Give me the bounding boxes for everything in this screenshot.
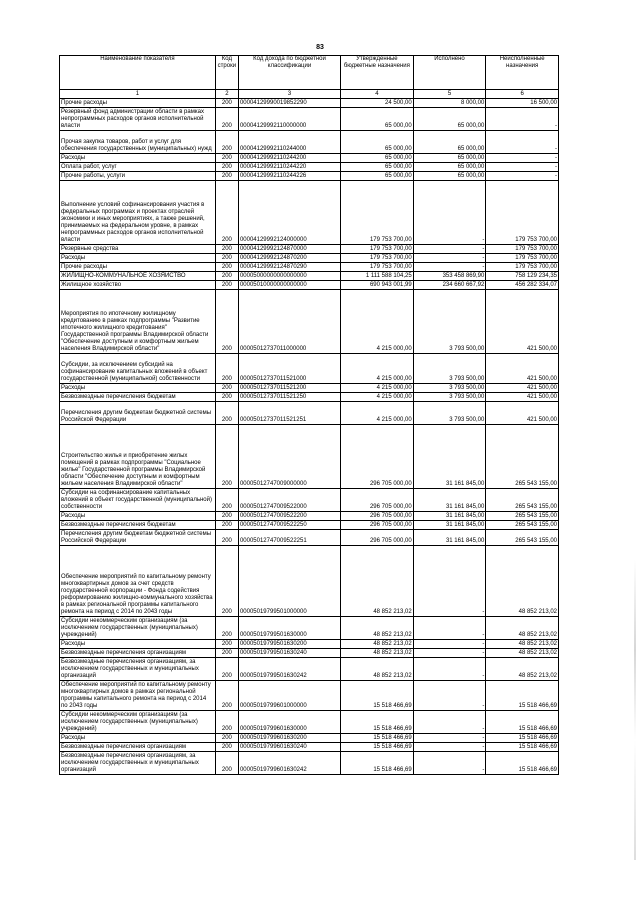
row-approved: 296 705 000,00 bbox=[341, 489, 414, 512]
row-name: Перечисления другим бюджетам бюджетной системы Российской Федерации bbox=[60, 530, 216, 546]
row-unexecuted: - bbox=[486, 172, 559, 181]
scan-margin-mark bbox=[634, 560, 636, 860]
row-unexecuted: 15 518 466,69 bbox=[486, 711, 559, 734]
row-executed: 3 793 500,00 bbox=[413, 402, 486, 425]
row-code: 200 bbox=[215, 649, 238, 658]
row-executed: 31 161 845,00 bbox=[413, 530, 486, 546]
row-executed: - bbox=[413, 658, 486, 681]
row-name: Расходы bbox=[60, 154, 216, 163]
row-income-code: 00005019799501630200 bbox=[238, 640, 340, 649]
row-name: Прочие работы, услуги bbox=[60, 172, 216, 181]
row-code: 200 bbox=[215, 658, 238, 681]
row-income-code: 00004129992124870000 bbox=[238, 245, 340, 254]
row-name: Безвозмездные перечисления организациям bbox=[60, 649, 216, 658]
row-unexecuted: 421 500,00 bbox=[486, 393, 559, 402]
row-executed: - bbox=[413, 640, 486, 649]
header-executed: Исполнено bbox=[413, 56, 486, 90]
column-number-row bbox=[60, 90, 559, 99]
table-row bbox=[60, 393, 559, 402]
table-row bbox=[60, 530, 559, 546]
row-name: Перечисления другим бюджетам бюджетной системы Российской Федерации bbox=[60, 402, 216, 425]
row-unexecuted: 15 518 466,69 bbox=[486, 681, 559, 711]
row-code: 200 bbox=[215, 425, 238, 489]
row-name: Выполнение условий софинансирования участия в федеральных программах и проектах отраслей экономики и иных мероприятиях, а также решений, принимаемых на федеральном уровне, в рамках непрограммных расходов органов исполнительной власти bbox=[60, 181, 216, 245]
row-unexecuted: 48 852 213,02 bbox=[486, 546, 559, 617]
header-income-code: Код дохода по бюджетной классификации bbox=[238, 56, 340, 90]
row-executed: - bbox=[413, 711, 486, 734]
header-row-code: Код строки bbox=[215, 56, 238, 90]
table-row bbox=[60, 384, 559, 393]
table-row bbox=[60, 108, 559, 131]
row-unexecuted: 48 852 213,02 bbox=[486, 640, 559, 649]
row-executed: 3 793 500,00 bbox=[413, 354, 486, 384]
row-approved: 296 705 000,00 bbox=[341, 425, 414, 489]
row-executed: - bbox=[413, 617, 486, 640]
row-code: 200 bbox=[215, 681, 238, 711]
row-approved: 296 705 000,00 bbox=[341, 512, 414, 521]
row-name: Обеспечение мероприятий по капитальному ремонту многоквартирных домов за счет средств государственной корпорации - Фонда содействия реформированию жилищно-коммунального хозяйства в рамках региональной программы капитального ремонта на период с 2014 по 2043 годы bbox=[60, 546, 216, 617]
row-name: Мероприятия по ипотечному жилищному кредитованию в рамках подпрограммы "Развитие ипотечного жилищного кредитования" Государственной программы Владимирской области "Обеспечение доступным и комфортным жильем населения Владимирской области" bbox=[60, 290, 216, 354]
row-approved: 179 753 700,00 bbox=[341, 263, 414, 272]
row-code: 200 bbox=[215, 384, 238, 393]
row-executed: - bbox=[413, 752, 486, 775]
row-executed: 65 000,00 bbox=[413, 154, 486, 163]
row-income-code: 00005019799601000000 bbox=[238, 681, 340, 711]
header-row bbox=[60, 56, 559, 90]
row-income-code: 00005019799601630000 bbox=[238, 711, 340, 734]
table-row bbox=[60, 131, 559, 154]
row-income-code: 00004129992110244000 bbox=[238, 131, 340, 154]
row-code: 200 bbox=[215, 272, 238, 281]
table-row bbox=[60, 263, 559, 272]
row-executed: 65 000,00 bbox=[413, 131, 486, 154]
table-row bbox=[60, 290, 559, 354]
row-name: Оплата работ, услуг bbox=[60, 163, 216, 172]
row-approved: 179 753 700,00 bbox=[341, 254, 414, 263]
row-unexecuted: - bbox=[486, 163, 559, 172]
row-name: Прочая закупка товаров, работ и услуг для обеспечения государственных (муниципальных) нужд bbox=[60, 131, 216, 154]
row-approved: 48 852 213,02 bbox=[341, 546, 414, 617]
row-code: 200 bbox=[215, 263, 238, 272]
row-unexecuted: 48 852 213,02 bbox=[486, 617, 559, 640]
row-code: 200 bbox=[215, 530, 238, 546]
table-row bbox=[60, 272, 559, 281]
row-name: Обеспечение мероприятий по капитальному ремонту многоквартирных домов в рамках региональной программы капитального ремонта на период с 2014 по 2043 годы bbox=[60, 681, 216, 711]
row-unexecuted: 48 852 213,02 bbox=[486, 649, 559, 658]
row-executed: 353 458 869,90 bbox=[413, 272, 486, 281]
table-row bbox=[60, 163, 559, 172]
row-approved: 15 518 466,69 bbox=[341, 752, 414, 775]
row-code: 200 bbox=[215, 393, 238, 402]
row-income-code: 00005019799601630240 bbox=[238, 743, 340, 752]
row-unexecuted: - bbox=[486, 108, 559, 131]
row-approved: 4 215 000,00 bbox=[341, 393, 414, 402]
table-row bbox=[60, 752, 559, 775]
row-name: Безвозмездные перечисления бюджетам bbox=[60, 393, 216, 402]
table-row bbox=[60, 245, 559, 254]
row-name: Прочие расходы bbox=[60, 99, 216, 108]
row-approved: 15 518 466,69 bbox=[341, 734, 414, 743]
row-executed: 234 660 667,92 bbox=[413, 281, 486, 290]
row-approved: 179 753 700,00 bbox=[341, 245, 414, 254]
row-name: Резервный фонд администрации области в рамках непрограммных расходов органов исполнительной власти bbox=[60, 108, 216, 131]
row-unexecuted: 48 852 213,02 bbox=[486, 658, 559, 681]
row-unexecuted: 179 753 700,00 bbox=[486, 181, 559, 245]
row-income-code: 00005019799601630242 bbox=[238, 752, 340, 775]
table-row bbox=[60, 181, 559, 245]
column-number: 2 bbox=[215, 90, 238, 99]
row-unexecuted: 421 500,00 bbox=[486, 354, 559, 384]
row-income-code: 00005019799501630240 bbox=[238, 649, 340, 658]
row-code: 200 bbox=[215, 402, 238, 425]
row-name: Субсидии на софинансирование капитальных вложений в объект государственной (муниципальной) собственности bbox=[60, 489, 216, 512]
row-name: Безвозмездные перечисления организациям bbox=[60, 743, 216, 752]
table-row bbox=[60, 254, 559, 263]
row-approved: 4 215 000,00 bbox=[341, 290, 414, 354]
row-code: 200 bbox=[215, 734, 238, 743]
row-approved: 48 852 213,02 bbox=[341, 617, 414, 640]
table-row bbox=[60, 512, 559, 521]
row-executed: 65 000,00 bbox=[413, 163, 486, 172]
row-income-code: 00005012747009522200 bbox=[238, 512, 340, 521]
report-body bbox=[60, 99, 559, 775]
row-approved: 65 000,00 bbox=[341, 131, 414, 154]
row-income-code: 00005012747009522251 bbox=[238, 530, 340, 546]
row-code: 200 bbox=[215, 512, 238, 521]
row-approved: 4 215 000,00 bbox=[341, 402, 414, 425]
row-name: Строительство жилья и приобретение жилых помещений в рамках подпрограммы "Социальное жилье" Государственной программы Владимирской области "Обеспечение доступным и комфортным жильем населения Владимирской области" bbox=[60, 425, 216, 489]
row-executed: 31 161 845,00 bbox=[413, 521, 486, 530]
row-name: ЖИЛИЩНО-КОММУНАЛЬНОЕ ХОЗЯЙСТВО bbox=[60, 272, 216, 281]
row-income-code: 00004129992110000000 bbox=[238, 108, 340, 131]
row-approved: 65 000,00 bbox=[341, 172, 414, 181]
row-executed: 3 793 500,00 bbox=[413, 290, 486, 354]
row-unexecuted: 265 543 155,00 bbox=[486, 425, 559, 489]
row-name: Расходы bbox=[60, 640, 216, 649]
budget-report-table bbox=[59, 55, 559, 775]
table-row bbox=[60, 734, 559, 743]
row-executed: 3 793 500,00 bbox=[413, 393, 486, 402]
row-income-code: 00005012737011521200 bbox=[238, 384, 340, 393]
row-name: Субсидии некоммерческим организациям (за исключением государственных (муниципальных) учреждений) bbox=[60, 711, 216, 734]
row-name: Субсидии, за исключением субсидий на софинансирование капитальных вложений в объект государственной (муниципальной) собственности bbox=[60, 354, 216, 384]
row-approved: 296 705 000,00 bbox=[341, 521, 414, 530]
row-income-code: 00004129992110244220 bbox=[238, 163, 340, 172]
row-income-code: 00005019799601630200 bbox=[238, 734, 340, 743]
row-approved: 15 518 466,69 bbox=[341, 681, 414, 711]
table-row bbox=[60, 425, 559, 489]
table-row bbox=[60, 649, 559, 658]
row-unexecuted: 179 753 700,00 bbox=[486, 245, 559, 254]
table-row bbox=[60, 711, 559, 734]
row-approved: 48 852 213,02 bbox=[341, 640, 414, 649]
table-row bbox=[60, 99, 559, 108]
row-executed: - bbox=[413, 546, 486, 617]
column-number: 1 bbox=[60, 90, 216, 99]
row-unexecuted: 265 543 155,00 bbox=[486, 512, 559, 521]
row-executed: 31 161 845,00 bbox=[413, 425, 486, 489]
row-code: 200 bbox=[215, 281, 238, 290]
row-unexecuted: 265 543 155,00 bbox=[486, 530, 559, 546]
table-row bbox=[60, 354, 559, 384]
table-row bbox=[60, 658, 559, 681]
row-name: Расходы bbox=[60, 512, 216, 521]
row-income-code: 00004129992124870200 bbox=[238, 254, 340, 263]
row-name: Субсидии некоммерческим организациям (за исключением государственных (муниципальных) учреждений) bbox=[60, 617, 216, 640]
row-unexecuted: 179 753 700,00 bbox=[486, 263, 559, 272]
row-approved: 15 518 466,69 bbox=[341, 711, 414, 734]
row-unexecuted: 265 543 155,00 bbox=[486, 521, 559, 530]
row-income-code: 00005010000000000000 bbox=[238, 281, 340, 290]
column-number: 4 bbox=[341, 90, 414, 99]
row-income-code: 00005019799501630242 bbox=[238, 658, 340, 681]
row-name: Резервные средства bbox=[60, 245, 216, 254]
page-number: 83 bbox=[316, 44, 324, 51]
row-name: Расходы bbox=[60, 734, 216, 743]
table-row bbox=[60, 681, 559, 711]
row-approved: 65 000,00 bbox=[341, 163, 414, 172]
row-unexecuted: 758 129 234,35 bbox=[486, 272, 559, 281]
row-executed: 8 000,00 bbox=[413, 99, 486, 108]
row-unexecuted: - bbox=[486, 131, 559, 154]
row-name: Расходы bbox=[60, 384, 216, 393]
row-unexecuted: 421 500,00 bbox=[486, 402, 559, 425]
row-approved: 4 215 000,00 bbox=[341, 384, 414, 393]
row-code: 200 bbox=[215, 752, 238, 775]
row-executed: - bbox=[413, 245, 486, 254]
row-code: 200 bbox=[215, 521, 238, 530]
row-code: 200 bbox=[215, 290, 238, 354]
row-income-code: 00004129992124870290 bbox=[238, 263, 340, 272]
row-approved: 690 943 001,99 bbox=[341, 281, 414, 290]
row-code: 200 bbox=[215, 640, 238, 649]
row-name: Жилищное хозяйство bbox=[60, 281, 216, 290]
row-unexecuted: 456 282 334,07 bbox=[486, 281, 559, 290]
row-approved: 4 215 000,00 bbox=[341, 354, 414, 384]
row-code: 200 bbox=[215, 154, 238, 163]
table-row bbox=[60, 402, 559, 425]
row-unexecuted: 15 518 466,69 bbox=[486, 734, 559, 743]
row-approved: 24 500,00 bbox=[341, 99, 414, 108]
row-code: 200 bbox=[215, 743, 238, 752]
row-executed: 65 000,00 bbox=[413, 172, 486, 181]
row-unexecuted: 15 518 466,69 bbox=[486, 743, 559, 752]
table-row bbox=[60, 281, 559, 290]
row-approved: 65 000,00 bbox=[341, 108, 414, 131]
row-code: 200 bbox=[215, 354, 238, 384]
row-unexecuted: 16 500,00 bbox=[486, 99, 559, 108]
column-number: 3 bbox=[238, 90, 340, 99]
row-name: Расходы bbox=[60, 254, 216, 263]
row-executed: - bbox=[413, 181, 486, 245]
row-approved: 1 111 588 104,25 bbox=[341, 272, 414, 281]
row-code: 200 bbox=[215, 163, 238, 172]
row-income-code: 00004129992110244226 bbox=[238, 172, 340, 181]
column-number: 5 bbox=[413, 90, 486, 99]
row-executed: 31 161 845,00 bbox=[413, 512, 486, 521]
row-executed: - bbox=[413, 263, 486, 272]
row-name: Безвозмездные перечисления организациям, за исключением государственных и муниципальных организаций bbox=[60, 752, 216, 775]
column-number: 6 bbox=[486, 90, 559, 99]
row-income-code: 00005012747009522250 bbox=[238, 521, 340, 530]
row-executed: 31 161 845,00 bbox=[413, 489, 486, 512]
row-income-code: 00004129992124000000 bbox=[238, 181, 340, 245]
row-executed: - bbox=[413, 743, 486, 752]
row-code: 200 bbox=[215, 546, 238, 617]
row-code: 200 bbox=[215, 711, 238, 734]
table-row bbox=[60, 546, 559, 617]
row-name: Безвозмездные перечисления организациям, за исключением государственных и муниципальных организаций bbox=[60, 658, 216, 681]
row-income-code: 00005012737011521000 bbox=[238, 354, 340, 384]
row-income-code: 00005019799501630000 bbox=[238, 617, 340, 640]
row-code: 200 bbox=[215, 99, 238, 108]
row-code: 200 bbox=[215, 489, 238, 512]
row-approved: 65 000,00 bbox=[341, 154, 414, 163]
row-unexecuted: 421 500,00 bbox=[486, 290, 559, 354]
row-executed: - bbox=[413, 254, 486, 263]
table-row bbox=[60, 154, 559, 163]
row-income-code: 00005012737011000000 bbox=[238, 290, 340, 354]
row-income-code: 00004129992110244200 bbox=[238, 154, 340, 163]
table-row bbox=[60, 640, 559, 649]
row-income-code: 00004129990019852290 bbox=[238, 99, 340, 108]
row-name: Прочие расходы bbox=[60, 263, 216, 272]
row-unexecuted: 421 500,00 bbox=[486, 384, 559, 393]
row-income-code: 00005000000000000000 bbox=[238, 272, 340, 281]
row-name: Безвозмездные перечисления бюджетам bbox=[60, 521, 216, 530]
row-code: 200 bbox=[215, 108, 238, 131]
row-approved: 179 753 700,00 bbox=[341, 181, 414, 245]
row-approved: 15 518 466,69 bbox=[341, 743, 414, 752]
row-code: 200 bbox=[215, 245, 238, 254]
row-code: 200 bbox=[215, 254, 238, 263]
row-code: 200 bbox=[215, 172, 238, 181]
row-executed: 65 000,00 bbox=[413, 108, 486, 131]
row-unexecuted: 179 753 700,00 bbox=[486, 254, 559, 263]
header-approved: Утвержденные бюджетные назначения bbox=[341, 56, 414, 90]
row-unexecuted: 265 543 155,00 bbox=[486, 489, 559, 512]
row-executed: - bbox=[413, 734, 486, 743]
header-name: Наименование показателя bbox=[60, 56, 216, 90]
row-approved: 296 705 000,00 bbox=[341, 530, 414, 546]
row-executed: 3 793 500,00 bbox=[413, 384, 486, 393]
row-unexecuted: 15 518 466,69 bbox=[486, 752, 559, 775]
header-unexecuted: Неисполненные назначения bbox=[486, 56, 559, 90]
row-executed: - bbox=[413, 681, 486, 711]
table-row bbox=[60, 521, 559, 530]
row-income-code: 00005012747009000000 bbox=[238, 425, 340, 489]
table-row bbox=[60, 172, 559, 181]
row-approved: 48 852 213,02 bbox=[341, 658, 414, 681]
row-executed: - bbox=[413, 649, 486, 658]
row-approved: 48 852 213,02 bbox=[341, 649, 414, 658]
row-income-code: 00005019799501000000 bbox=[238, 546, 340, 617]
row-income-code: 00005012737011521250 bbox=[238, 393, 340, 402]
table-row bbox=[60, 743, 559, 752]
table-row bbox=[60, 617, 559, 640]
row-income-code: 00005012737011521251 bbox=[238, 402, 340, 425]
row-code: 200 bbox=[215, 131, 238, 154]
table-row bbox=[60, 489, 559, 512]
row-unexecuted: - bbox=[486, 154, 559, 163]
row-income-code: 00005012747009522000 bbox=[238, 489, 340, 512]
row-code: 200 bbox=[215, 181, 238, 245]
row-code: 200 bbox=[215, 617, 238, 640]
